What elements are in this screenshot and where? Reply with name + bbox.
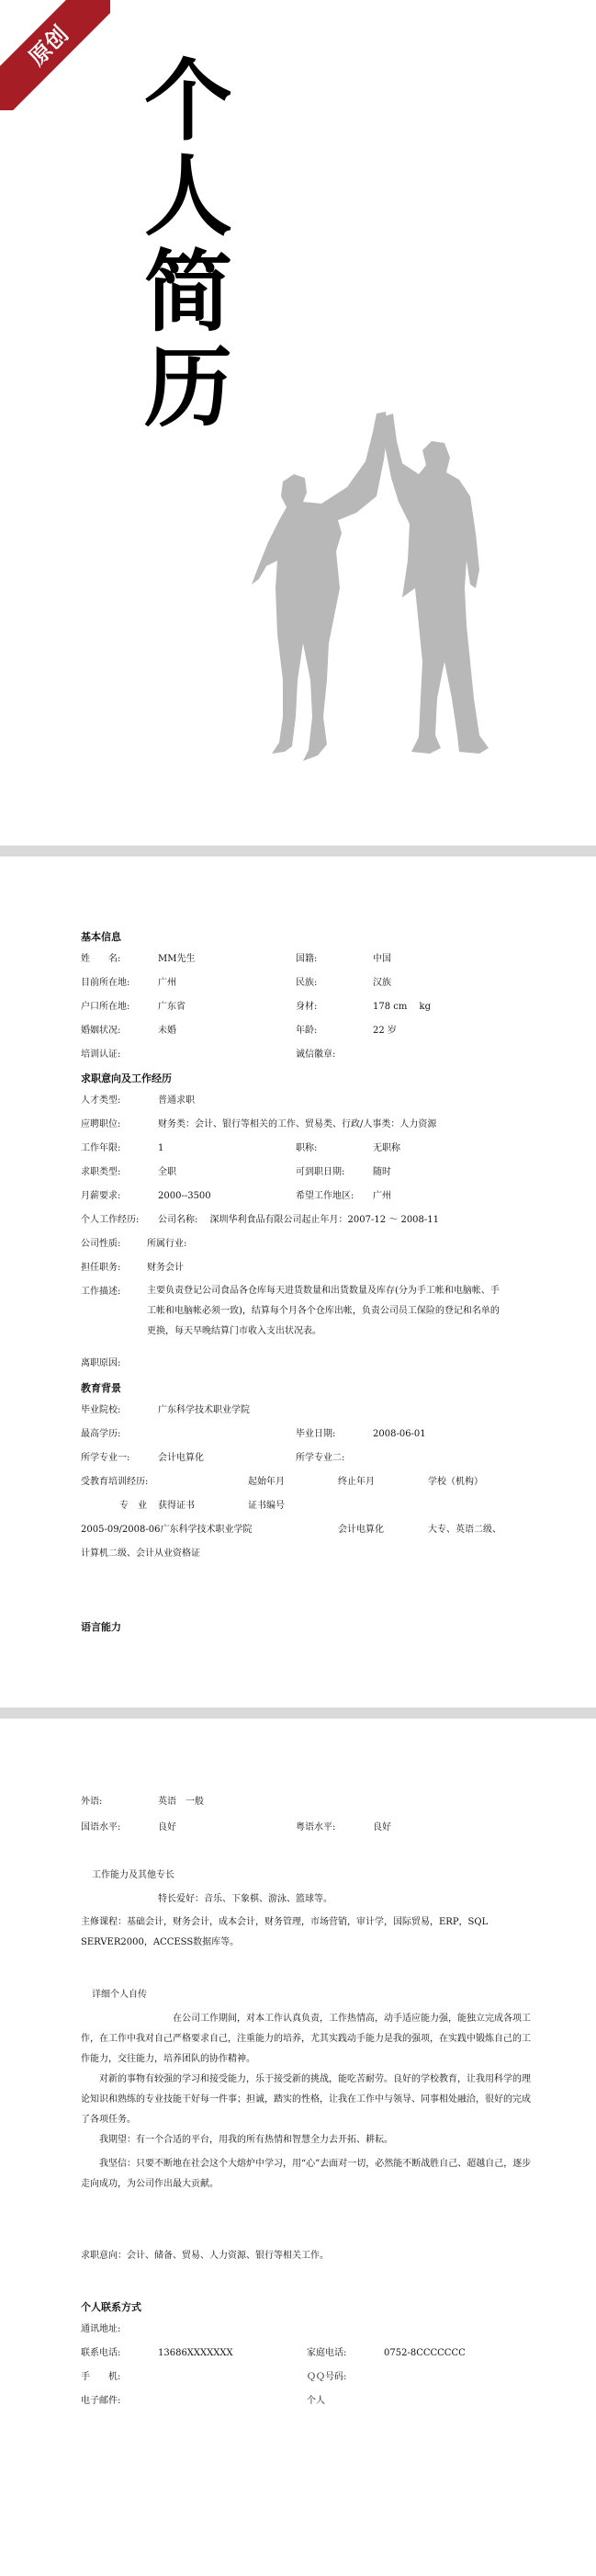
- marital-value: 未婚: [158, 1026, 176, 1036]
- foreign-label: 外语:: [81, 1797, 103, 1807]
- edu-row-certs: 大专、英语二级、: [428, 1525, 501, 1535]
- col-start: 起始年月: [248, 1477, 285, 1487]
- desc-text: 主要负责登记公司食品各仓库每天进货数量和出货数量及库存(分为手工帐和电脑帐、手工帐和电脑帐必须一致)，结算每个月各个仓库出帐，负责公司员工保险的登记和名单的更换，每天早晚结算门市收入支出状况表。: [147, 1286, 500, 1336]
- title-char-2: 人: [144, 145, 232, 248]
- school-value: 广东科学技术职业学院: [158, 1405, 250, 1415]
- col-school: 学校（机构）: [428, 1477, 483, 1487]
- self-p4: 我坚信：只要不断地在社会这个大熔炉中学习，用“心”去面对一切，必然能不断战胜自己、超越自己，逐步走向成功，为公司作出最大贡献。: [81, 2159, 532, 2189]
- jobtype-label: 求职类型:: [81, 1167, 121, 1177]
- high-five-silhouette: [239, 404, 514, 790]
- major1-label: 所学专业一:: [81, 1453, 130, 1463]
- height-label: 身材:: [296, 1002, 318, 1012]
- title-char-4: 历: [144, 336, 232, 439]
- edu-row-period: 2005-09/2008-06广东科学技术职业学院: [81, 1525, 253, 1535]
- corner-ribbon: [0, 0, 110, 110]
- age-value: 22 岁: [373, 1026, 397, 1036]
- degree-label: 最高学历:: [81, 1429, 121, 1439]
- years-label: 工作年限:: [81, 1143, 121, 1153]
- col-major: 专 业: [119, 1501, 147, 1511]
- industry-label: 所属行业:: [147, 1239, 187, 1249]
- grad-label: 毕业日期:: [296, 1429, 336, 1439]
- ethnic-value: 汉族: [373, 978, 391, 988]
- qq-label: ＱＱ号码:: [307, 2372, 347, 2382]
- start-value: 随时: [373, 1167, 391, 1177]
- height-value: 178 cm kg: [373, 1002, 431, 1012]
- mobile-label: 手 机:: [81, 2372, 121, 2382]
- skills-courses: 主修课程：基础会计，财务会计，成本会计，财务管理，市场营销，审计学，国际贸易，ERP，SQL SERVER2000，ACCESS数据库等。: [81, 1917, 489, 1947]
- grad-value: 2008-06-01: [373, 1429, 426, 1439]
- salary-value: 2000--3500: [158, 1191, 211, 1201]
- years-value: 1: [158, 1143, 164, 1153]
- self-title: 详细个人自传: [92, 1990, 147, 2000]
- area-value: 广州: [373, 1191, 391, 1201]
- personal-site-label: 个人: [307, 2396, 325, 2406]
- experience-label: 个人工作经历:: [81, 1215, 140, 1225]
- title-char-1: 个: [144, 50, 232, 153]
- name-label: 姓 名:: [81, 954, 121, 964]
- desc-label: 工作描述:: [81, 1287, 121, 1297]
- self-p3: 我期望：有一个合适的平台，用我的所有热情和智慧全力去开拓、耕耘。: [99, 2135, 393, 2145]
- edu-row-major: 会计电算化: [338, 1525, 384, 1535]
- career-title: 求职意向及工作经历: [81, 1072, 172, 1084]
- page-divider-2: [0, 1708, 596, 1719]
- credit-label: 诚信徽章:: [296, 1050, 336, 1060]
- area-label: 希望工作地区:: [296, 1191, 354, 1201]
- nation-value: 中国: [373, 954, 391, 964]
- duty-label: 担任职务:: [81, 1263, 121, 1273]
- start-label: 可到职日期:: [296, 1167, 345, 1177]
- page-divider-1: [0, 845, 596, 857]
- train-label: 受教育培训经历:: [81, 1477, 149, 1487]
- hukou-label: 户口所在地:: [81, 1002, 130, 1012]
- age-label: 年龄:: [296, 1026, 318, 1036]
- job-title-value: 无职称: [373, 1143, 400, 1153]
- original-badge: 原创: [0, 0, 110, 110]
- position-label: 应聘职位:: [81, 1119, 121, 1129]
- col-certno: 证书编号: [248, 1501, 285, 1511]
- duty-value: 财务会计: [147, 1263, 184, 1273]
- mandarin-label: 国语水平:: [81, 1822, 121, 1833]
- major2-label: 所学专业二:: [296, 1453, 345, 1463]
- woman-silhouette: [252, 412, 388, 761]
- talent-label: 人才类型:: [81, 1095, 121, 1106]
- contact-title: 个人联系方式: [81, 2301, 141, 2313]
- title-char-3: 简: [144, 241, 232, 344]
- mandarin-value: 良好: [158, 1822, 176, 1833]
- language-title: 语言能力: [81, 1621, 121, 1633]
- col-cert: 获得证书: [158, 1501, 195, 1511]
- school-label: 毕业院校:: [81, 1405, 121, 1415]
- cantonese-label: 粤语水平:: [296, 1822, 336, 1833]
- location-value: 广州: [158, 978, 176, 988]
- marital-label: 婚姻状况:: [81, 1026, 121, 1036]
- experience-value: 公司名称: 深圳华利食品有限公司起止年月：2007-12 ～ 2008-11: [158, 1215, 440, 1225]
- home-phone-value: 0752-8CCCCCCC: [384, 2348, 466, 2358]
- address-label: 通讯地址:: [81, 2324, 121, 2334]
- self-p1: 在公司工作期间，对本工作认真负责，工作热情高，动手适应能力强，能独立完成各项工作，在工作中我对自己严格要求自己，注重能力的培养，尤其实践动手能力是我的强项，在实践中锻炼自己的工作能力，交往能力，培养团队的协作精神。: [81, 2014, 531, 2064]
- jobtype-value: 全职: [158, 1167, 176, 1177]
- ethnic-label: 民族:: [296, 978, 318, 988]
- phone-value: 13686XXXXXXX: [158, 2348, 233, 2358]
- edu-row-certs-2: 计算机二级、会计从业资格证: [81, 1549, 200, 1559]
- nature-label: 公司性质:: [81, 1239, 121, 1249]
- foreign-value: 英语 一般: [158, 1797, 204, 1807]
- name-value: MM先生: [158, 954, 196, 964]
- self-p2: 对新的事物有较强的学习和接受能力，乐于接受新的挑战，能吃苦耐劳。良好的学校教育，让我用科学的理论知识和熟练的专业技能干好每一件事；担诚，踏实的性格，让我在工作中与领导、同事相处融洽，很好的完成了各项任务。: [81, 2074, 531, 2125]
- job-intent: 求职意向：会计、储备、贸易、人力资源、银行等相关工作。: [81, 2251, 329, 2261]
- position-value: 财务类：会计、银行等相关的工作、贸易类、行政/人事类：人力资源: [158, 1119, 437, 1129]
- hukou-value: 广东省: [158, 1002, 186, 1012]
- training-label: 培训认证:: [81, 1050, 121, 1060]
- basic-info-title: 基本信息: [81, 931, 121, 943]
- location-label: 目前所在地:: [81, 978, 130, 988]
- skills-title: 工作能力及其他专长: [92, 1870, 174, 1880]
- phone-label: 联系电话:: [81, 2348, 121, 2358]
- nation-label: 国籍:: [296, 954, 318, 964]
- col-end: 终止年月: [338, 1477, 375, 1487]
- skills-hobby: 特长爱好：音乐、下象棋、游泳、篮球等。: [158, 1894, 332, 1904]
- cantonese-value: 良好: [373, 1822, 391, 1833]
- salary-label: 月薪要求:: [81, 1191, 121, 1201]
- job-title-label: 职称:: [296, 1143, 318, 1153]
- home-phone-label: 家庭电话:: [307, 2348, 347, 2358]
- major1-value: 会计电算化: [158, 1453, 204, 1463]
- leave-label: 离职原因:: [81, 1358, 121, 1368]
- education-title: 教育背景: [81, 1382, 121, 1394]
- cover-title: [138, 50, 239, 439]
- email-label: 电子邮件:: [81, 2396, 121, 2406]
- man-silhouette: [382, 414, 489, 754]
- talent-value: 普通求职: [158, 1095, 195, 1106]
